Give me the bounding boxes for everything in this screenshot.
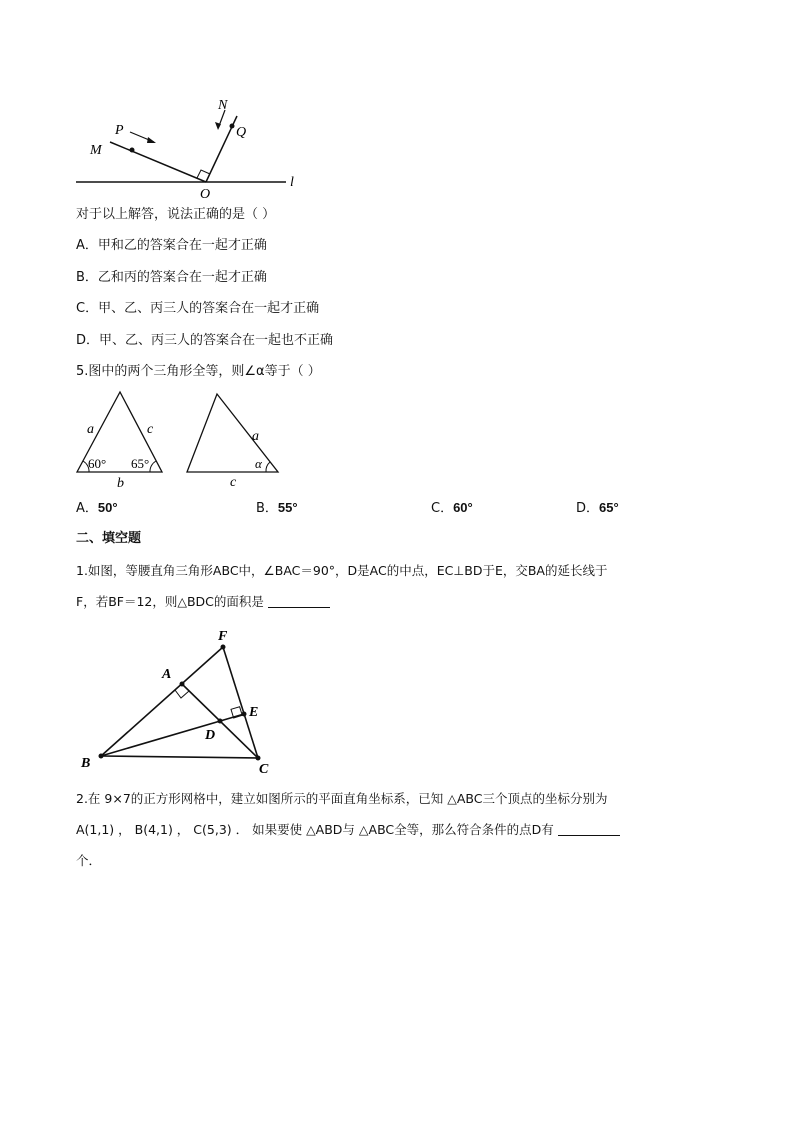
q5-option-a: A．50° [76, 500, 118, 516]
label-d: D [205, 728, 216, 743]
isosceles-right-triangle-figure [76, 622, 286, 777]
tri1-angle-60: 60° [88, 456, 107, 471]
label-m: M [90, 143, 102, 158]
segment-be [101, 714, 244, 756]
point-b [99, 754, 104, 759]
label-a: A [162, 667, 172, 682]
segment-bc [101, 756, 258, 758]
q4-option-a: A．甲和乙的答案合在一起才正确 [76, 238, 267, 253]
label-p: P [115, 123, 124, 138]
point-q [230, 124, 235, 129]
tri1-side-b: b [117, 476, 124, 491]
f2-line3: 个． [76, 853, 102, 868]
tri1-side-c: c [147, 422, 154, 437]
angle-65-arc [150, 461, 156, 472]
perpendicular-lines-figure [70, 92, 370, 202]
label-q: Q [236, 125, 247, 140]
f1-answer-blank[interactable] [268, 593, 330, 608]
point-e [242, 712, 247, 717]
arrow-p-head [147, 137, 156, 143]
tri2-alpha: α [255, 456, 262, 471]
point-f [221, 645, 226, 650]
tri1-side-a: a [87, 422, 94, 437]
ray-om [110, 142, 206, 182]
label-l: l [290, 175, 294, 190]
point-a [180, 682, 185, 687]
q5-stem: 5.图中的两个三角形全等，则∠α等于（ ） [76, 364, 321, 379]
point-p [130, 148, 135, 153]
point-c [256, 756, 261, 761]
label-o: O [200, 187, 211, 202]
f2-line2: A(1,1) ， B(4,1) ， C(5,3) ． 如果要使 △ABD与 △ABC全等，那么符合条件的点D有 [76, 821, 620, 839]
tri1-angle-65: 65° [131, 456, 150, 471]
point-d [218, 719, 223, 724]
tri2-side-a: a [252, 429, 259, 444]
q4-stem: 对于以上解答，说法正确的是（ ） [76, 207, 276, 222]
tri2-side-c: c [230, 475, 237, 490]
q5-option-b: B．55° [256, 500, 298, 516]
f1-line1: 1.如图，等腰直角三角形ABC中，∠BAC＝90°，D是AC的中点，EC⊥BD于E，交BA的延长线于 [76, 563, 608, 578]
label-n: N [218, 98, 228, 113]
q4-option-d: D．甲、乙、丙三人的答案合在一起也不正确 [76, 333, 334, 348]
triangle-2 [187, 394, 278, 472]
label-b: B [81, 756, 91, 771]
label-c: C [259, 762, 269, 777]
q5-option-c: C．60° [431, 500, 473, 516]
f2-answer-blank[interactable] [558, 821, 620, 836]
q4-option-b: B．乙和丙的答案合在一起才正确 [76, 270, 267, 285]
label-f: F [218, 629, 228, 644]
alpha-arc [266, 462, 270, 472]
q5-option-d: D．65° [576, 500, 619, 516]
q4-option-c: C．甲、乙、丙三人的答案合在一起才正确 [76, 301, 320, 316]
section-title-fill-in: 二、填空题 [76, 531, 142, 546]
label-e: E [249, 705, 259, 720]
f1-line2: F，若BF＝12，则△BDC的面积是 [76, 593, 330, 611]
congruent-triangles-figure [72, 386, 302, 491]
f2-line1: 2.在 9×7的正方形网格中，建立如图所示的平面直角坐标系，已知 △ABC三个顶点的坐标分别为 [76, 791, 608, 806]
right-angle-a [175, 690, 189, 698]
